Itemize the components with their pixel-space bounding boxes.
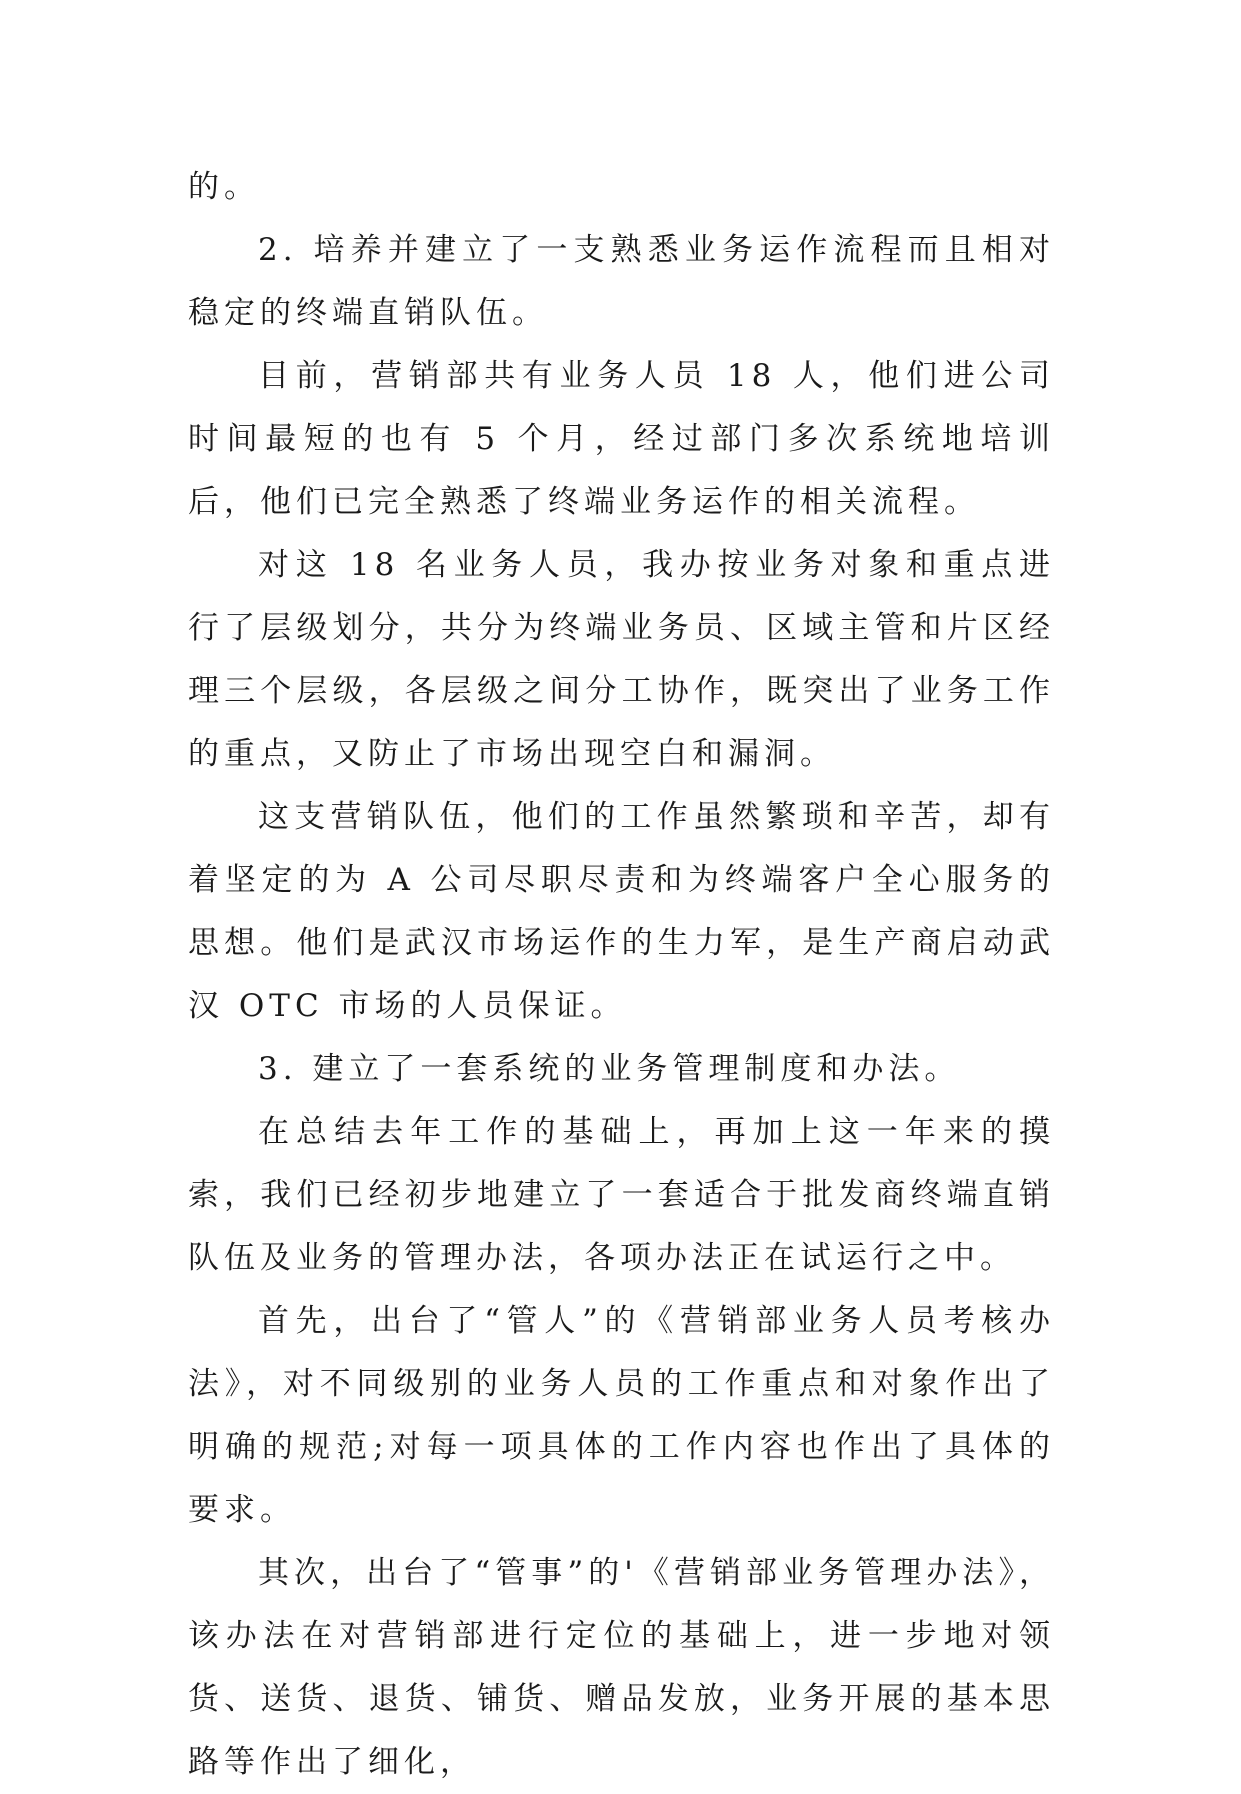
paragraph-second-measure: 其次，出台了“管事”的'《营销部业务管理办法》，该办法在对营销部进行定位的基础上，进一步地对领货、送货、退货、铺货、赠品发放，业务开展的基本思路等作出了细化， <box>188 1555 1055 1780</box>
paragraph-management-methods: 在总结去年工作的基础上，再加上这一年来的摸索，我们已经初步地建立了一套适合于批发商终端直销队伍及业务的管理办法，各项办法正在试运行之中。 <box>188 1114 1055 1276</box>
paragraph-first-measure: 首先，出台了“管人”的《营销部业务人员考核办法》，对不同级别的业务人员的工作重点和对象作出了明确的规范;对每一项具体的工作内容也作出了具体的要求。 <box>188 1303 1055 1528</box>
paragraph-staff-count: 目前，营销部共有业务人员 18 人，他们进公司时间最短的也有 5 个月，经过部门多次系统地培训后，他们已完全熟悉了终端业务运作的相关流程。 <box>188 358 1055 520</box>
paragraph-item-3-heading: 3. 建立了一套系统的业务管理制度和办法。 <box>258 1051 961 1087</box>
document-body <box>188 156 1055 1794</box>
paragraph-continuation: 的。 <box>188 169 260 205</box>
paragraph-item-2-heading: 2. 培养并建立了一支熟悉业务运作流程而且相对稳定的终端直销队伍。 <box>188 232 1055 331</box>
paragraph-level-division: 对这 18 名业务人员，我办按业务对象和重点进行了层级划分，共分为终端业务员、区域主管和片区经理三个层级，各层级之间分工协作，既突出了业务工作的重点，又防止了市场出现空白和漏洞。 <box>188 547 1055 772</box>
paragraph-sales-team: 这支营销队伍，他们的工作虽然繁琐和辛苦，却有着坚定的为 A 公司尽职尽责和为终端客户全心服务的思想。他们是武汉市场运作的生力军，是生产商启动武汉 OTC 市场的人员保证。 <box>188 799 1055 1024</box>
